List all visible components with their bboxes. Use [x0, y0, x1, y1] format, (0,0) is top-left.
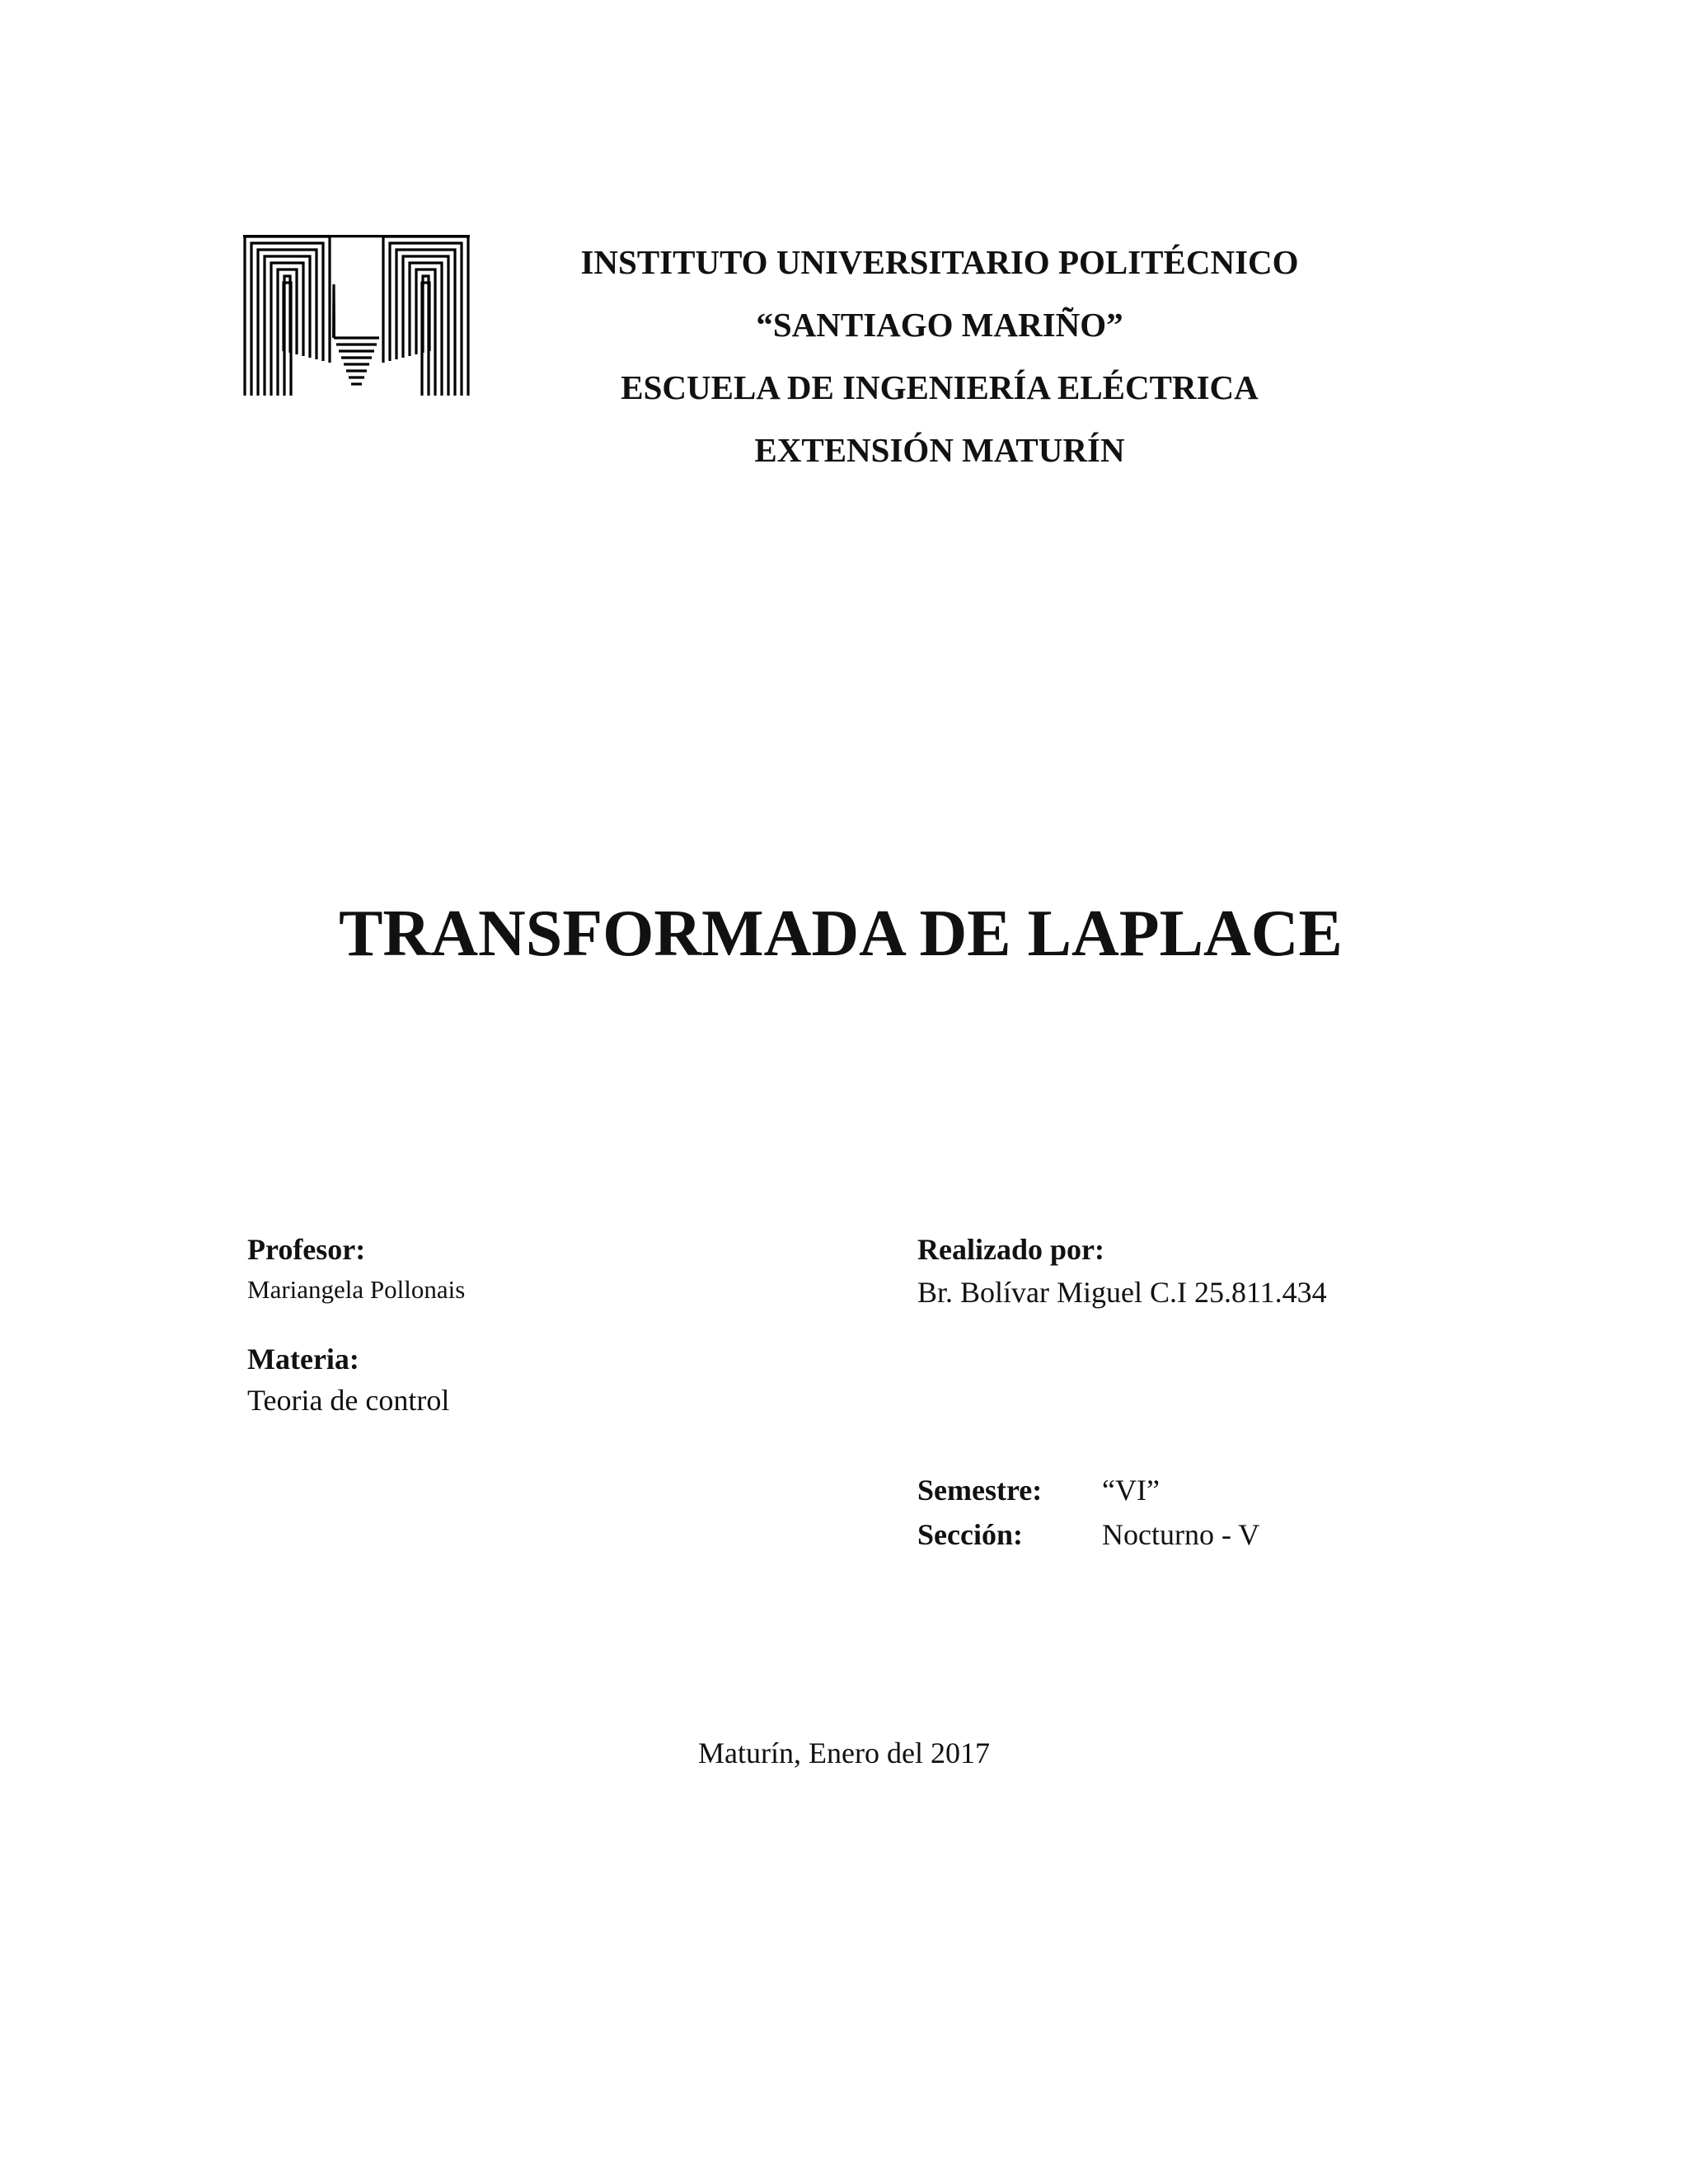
place-date: Maturín, Enero del 2017	[698, 1736, 990, 1769]
semestre-label: Semestre:	[917, 1474, 1043, 1507]
semestre-value: “VI”	[1102, 1474, 1160, 1507]
profesor-value: Mariangela Pollonais	[247, 1275, 466, 1304]
realizado-value: Br. Bolívar Miguel C.I 25.811.434	[917, 1276, 1327, 1309]
institution-subname: “SANTIAGO MARIÑO”	[756, 306, 1123, 344]
materia-value: Teoria de control	[247, 1384, 450, 1417]
profesor-label: Profesor:	[247, 1233, 366, 1266]
institute-logo-icon	[243, 235, 470, 396]
extension-name: EXTENSIÓN MATURÍN	[754, 431, 1125, 469]
institution-header	[528, 231, 1352, 481]
realizado-label: Realizado por:	[917, 1233, 1104, 1266]
seccion-label: Sección:	[917, 1518, 1023, 1551]
school-name: ESCUELA DE INGENIERÍA ELÉCTRICA	[621, 368, 1259, 406]
document-title: TRANSFORMADA DE LAPLACE	[339, 898, 1343, 970]
materia-label: Materia:	[247, 1343, 359, 1376]
institution-name: INSTITUTO UNIVERSITARIO POLITÉCNICO	[580, 243, 1299, 281]
seccion-value: Nocturno - V	[1102, 1518, 1260, 1551]
